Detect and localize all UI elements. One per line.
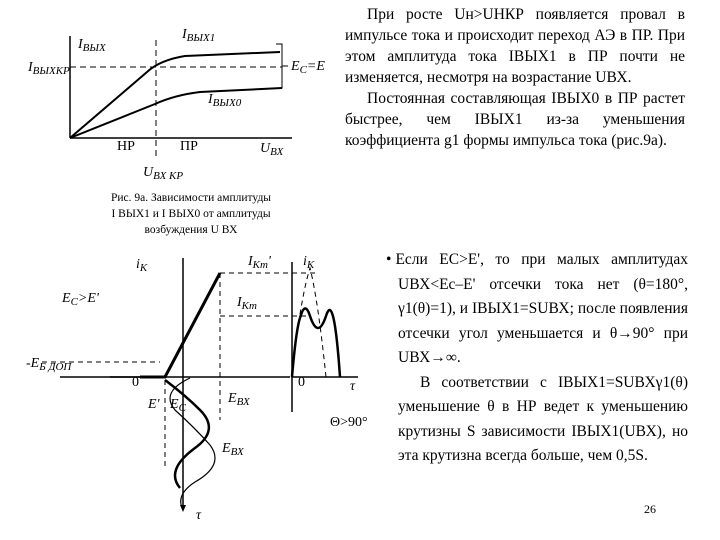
fig1-label-ivykh1: I — [182, 27, 187, 42]
svg-text:EВХ: $E_{ВХ}$ — [222, 441, 244, 458]
svg-text:EС=E: $E_С=E$ — [291, 59, 325, 76]
fig2-label-evkh-bottom: E — [222, 441, 231, 456]
svg-text:EС>E': $E_С>E'$ — [62, 291, 99, 308]
svg-text:IВЫХ1: $I_{ВЫХ1}$ — [182, 27, 216, 44]
fig2-transfer-line — [140, 273, 220, 377]
fig1-label-pr: ПР — [180, 139, 198, 154]
fig2-label-ec: E — [170, 397, 179, 412]
svg-text:UВХ: $U_{ВХ}$ — [260, 141, 284, 158]
fig1-label-ivykhkr: I — [28, 60, 33, 75]
fig2-pulse — [292, 308, 340, 377]
fig2-label-tau-right: τ — [350, 379, 356, 394]
fig1-label-ec-eq-e: E — [291, 59, 300, 74]
fig1-label-ivykh: I — [78, 37, 83, 52]
fig2-label-ik-left: i — [136, 257, 140, 272]
fig2-label-ebdop: -E — [26, 356, 40, 371]
text-top-paragraph-2: Постоянная составляющая IВЫХ0 в ПР растет быстрее, чем IВЫХ1 из-за уменьшения коэффициента g1 формы импульса тока (рис.9а). — [345, 90, 685, 149]
text-bottom-paragraph-1: • Если EС>E', то при малых амплитудах UВХ<Eс–E' отсечки тока нет (θ=180°, γ1(θ)=1), и IВЫХ1=SUВХ; после появления отсечки угол уменьшается и θ→90° при UВХ→∞. — [386, 251, 688, 366]
svg-text:IВЫХ: $I_{ВЫХ}$ — [78, 37, 106, 54]
svg-text:IКm: $I_{Кm}$ — [237, 295, 257, 312]
fig1-bracket — [276, 44, 288, 88]
figure-caption — [86, 190, 296, 238]
caption-line-2: I ВЫХ1 и I ВЫХ0 от амплитуды — [111, 208, 271, 220]
fig2-label-theta: Θ>90° — [330, 415, 368, 430]
svg-text:IВЫХ0: $I_{ВЫХ0}$ — [208, 92, 242, 109]
caption-line-1: Рис. 9а. Зависимости амплитуды — [110, 192, 272, 204]
fig2-pulse-dashed — [292, 268, 326, 377]
svg-text:IКm': $I_{Кm}'$ — [248, 254, 271, 271]
fig2-label-ec-gt-e: E — [62, 291, 71, 306]
caption-line-3: возбуждения U ВХ — [144, 224, 238, 236]
text-top-paragraph-1: При росте Uн>UНКР появляется провал в импульсе тока и происходит переход АЭ в ПР. При этом амплитуда тока IВЫХ1 в ПР почти не изменяется, несмотря на возрастание UВХ. — [345, 6, 685, 86]
svg-text:EС: $E_С$ — [170, 397, 186, 414]
bullet: • — [386, 251, 392, 268]
fig2-label-tau-bottom: τ — [196, 508, 202, 523]
fig2-label-ikm-prime: I — [248, 254, 253, 269]
fig1-label-uvkhkr: U — [143, 165, 154, 180]
fig1-curve-ivykh0 — [70, 88, 282, 138]
fig1-label-ivykh0: I — [208, 92, 213, 107]
fig1-label-uvkh: U — [260, 141, 271, 156]
fig2-label-ikm: I — [237, 295, 242, 310]
fig2-label-zero-left: 0 — [132, 375, 139, 390]
text-top-block — [345, 4, 685, 151]
text-bottom-block — [386, 248, 688, 469]
fig2-label-eprime: E' — [148, 397, 160, 412]
page-number: 26 — [644, 502, 656, 516]
fig2-label-zero-right: 0 — [298, 375, 305, 390]
svg-text:-EБ ДОП: $-E_{Б ДОП}$ — [26, 356, 72, 373]
fig2-label-evkh-top: E — [228, 391, 237, 406]
svg-text:iК: $i_К$ — [303, 254, 315, 271]
svg-text:iК: $i_К$ — [136, 257, 148, 274]
svg-text:EВХ: $E_{ВХ}$ — [228, 391, 250, 408]
fig2-arrow-down — [180, 505, 186, 512]
svg-text:IВЫХКР: $I_{ВЫХКР}$ — [28, 60, 70, 77]
svg-text:UВХ КР: $U_{ВХ КР}$ — [143, 165, 184, 182]
fig1-label-nr: НР — [117, 139, 135, 154]
text-bottom-paragraph-2: В соответствии с IВЫХ1=SUВХγ1(θ) уменьшение θ в НР ведет к уменьшению крутизны S зависимости IВЫХ1(UВХ), но эта крутизна всегда больше, чем 0,5S. — [398, 373, 688, 464]
fig2-label-ik-right: i — [303, 254, 307, 269]
